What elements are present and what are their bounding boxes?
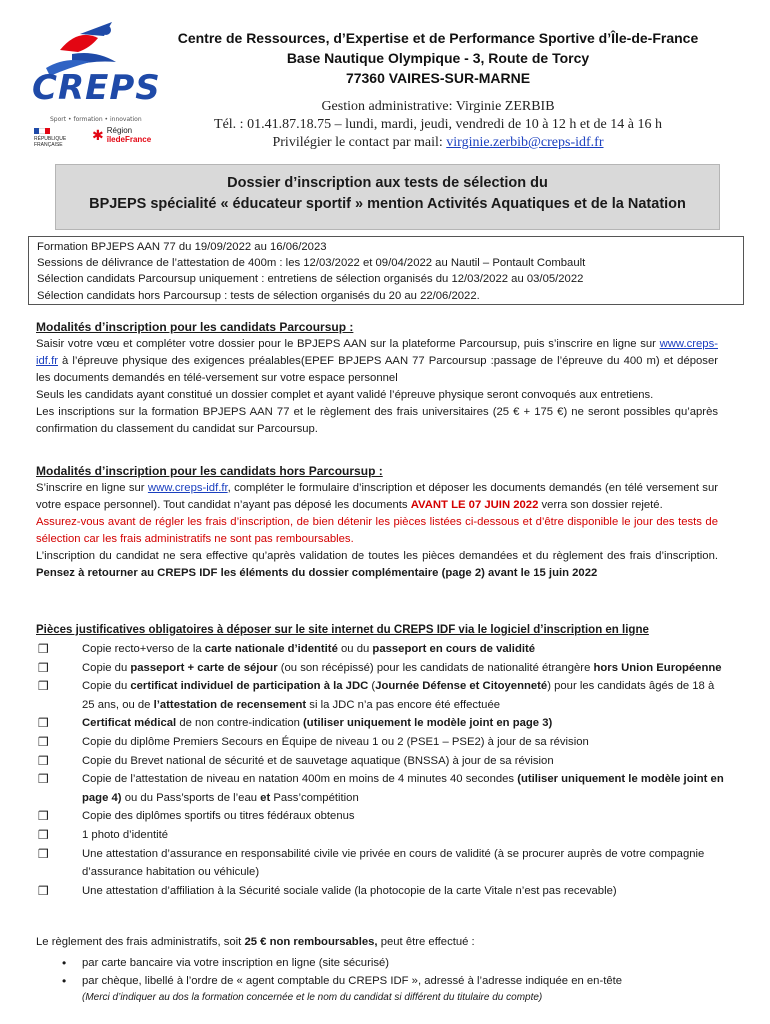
required-document-text: Certificat médical de non contre-indication (utiliser uniquement le modèle joint en page 3) (82, 717, 553, 730)
parcoursup-paragraph-1: Saisir votre vœu et compléter votre dossier pour le BPJEPS AAN sur la plateforme Parcoursup, puis s’inscrire en ligne sur www.creps-idf.fr à l’épreuve physique des exigences préalables(EPEF BPJEPS AAN 77 Parcoursup :passage de l’épreuve du 400 m) et déposer les documents demandés en télé-versement sur votre espace personnel (36, 338, 718, 384)
required-document-text: 1 photo d’identité (82, 828, 169, 841)
checkbox-icon: ❒ (38, 716, 49, 731)
creps-website-link[interactable]: www.creps-idf.fr (36, 338, 718, 367)
required-document-text: Une attestation d’affiliation à la Sécurité sociale valide (la photocopie de la carte Vitale n’est pas recevable) (82, 884, 617, 897)
brand-name: CREPS (32, 68, 161, 108)
required-document-text: Copie du certificat individuel de participation à la JDC (Journée Défense et Citoyenneté) pour les candidats âgés de 18 à 25 ans, ou de l’attestation de recensement si la JDC n’a pas encore été effectuée (82, 680, 715, 711)
document-title-line2: BPJEPS spécialité « éducateur sportif » mention Activités Aquatiques et de la Natation (89, 196, 686, 212)
checkbox-icon: ❒ (38, 772, 49, 787)
bullet-icon: • (62, 973, 67, 988)
republique-francaise-mark: RÉPUBLIQUE FRANÇAISE (34, 128, 74, 148)
admin-email-link[interactable]: virginie.zerbib@creps-idf.fr (446, 135, 604, 150)
required-document-item (36, 733, 726, 752)
parcoursup-paragraph-3: Les inscriptions sur la formation BPJEPS AAN 77 et le règlement des frais universitaires (25 € + 175 €) ne seront possibles qu’après confirmation du classement du candidat sur Parcoursup. (36, 406, 718, 435)
fees-warning: Assurez-vous avant de régler les frais d’inscription, de bien détenir les pièces listées ci-dessous et d’être disponible le jour des tests de sélection car les frais administratifs ne sont pas remboursables. (36, 516, 718, 545)
required-documents-section (36, 622, 726, 900)
required-document-text: Copie de l’attestation de niveau en natation 400m en moins de 4 minutes 40 secondes (utiliser uniquement le modèle joint en page 4) ou du Pass’sports de l’eau et Pass’compétition (82, 773, 724, 804)
checkbox-icon: ❒ (38, 753, 49, 768)
payment-method-cheque: • par chèque, libellé à l’ordre de « agent comptable du CREPS IDF », adressé à l’adresse indiquée en en-tête (36, 973, 726, 991)
hors-parcoursup-paragraph-1: S’inscrire en ligne sur www.creps-idf.fr, compléter le formulaire d’inscription et déposer les documents demandés (en télé versement sur votre espace personnel). Tout candidat n’ayant pas déposé les documents AVANT LE 07 JUIN 2022 verra son dossier rejeté. (36, 482, 718, 511)
hors-parcoursup-heading: Modalités d’inscription pour les candidats hors Parcoursup : (36, 464, 383, 478)
required-document-item (36, 640, 726, 659)
admin-phone: Tél. : 01.41.87.18.75 – lundi, mardi, jeudi, vendredi de 10 à 12 h et de 14 à 16 h (214, 117, 662, 132)
payment-note: (Merci d’indiquer au dos la formation concernée et le nom du candidat si différent du titulaire du compte) (82, 992, 543, 1003)
required-document-item (36, 807, 726, 826)
required-document-item (36, 659, 726, 678)
document-title-line1: Dossier d’inscription aux tests de sélection du (227, 175, 548, 191)
required-document-text: Copie recto+verso de la carte nationale d’identité ou du passeport en cours de validité (82, 643, 536, 655)
org-city: 77360 VAIRES-SUR-MARNE (345, 70, 531, 86)
parcoursup-heading: Modalités d’inscription pour les candidats Parcoursup : (36, 320, 354, 334)
org-name: Centre de Ressources, d’Expertise et de Performance Sportive d’Île-de-France (177, 30, 699, 46)
required-document-item (36, 845, 726, 882)
region-star-icon: ✱ (92, 126, 104, 143)
info-sessions: Sessions de délivrance de l’attestation de 400m : les 12/03/2022 et 09/04/2022 au Nautil – Pontault Combault (37, 257, 586, 270)
info-formation: Formation BPJEPS AAN 77 du 19/09/2022 au 16/06/2023 (37, 241, 327, 253)
checkbox-icon: ❒ (38, 827, 49, 842)
parcoursup-paragraph-2: Seuls les candidats ayant constitué un dossier complet et ayant validé l’épreuve physique seront convoqués aux entretiens. (36, 389, 654, 401)
required-documents-list (36, 640, 726, 900)
checkbox-icon: ❒ (38, 660, 49, 675)
checkbox-icon: ❒ (38, 809, 49, 824)
org-address: Base Nautique Olympique - 3, Route de Torcy (286, 50, 590, 66)
required-document-item (36, 826, 726, 845)
hors-parcoursup-paragraph-3: L’inscription du candidat ne sera effective qu’après validation de toutes les pièces demandées et du règlement des frais d’inscription. Pensez à retourner au CREPS IDF les éléments du dossier complémentaire (page 2) avant le 15 juin 2022 (36, 550, 718, 579)
required-document-text: Copie des diplômes sportifs ou titres fédéraux obtenus (82, 810, 355, 823)
checkbox-icon: ❒ (38, 679, 49, 694)
required-document-item (36, 714, 726, 733)
region-idf-mark: ✱ Région îledeFrance (92, 126, 152, 144)
checkbox-icon: ❒ (38, 734, 49, 749)
required-document-item (36, 752, 726, 771)
payment-methods-list (36, 955, 726, 990)
payment-method-card: • par carte bancaire via votre inscription en ligne (site sécurisé) (36, 955, 726, 973)
required-documents-heading: Pièces justificatives obligatoires à déposer sur le site internet du CREPS IDF via le logiciel d’inscription en ligne (36, 624, 649, 636)
admin-contact (158, 98, 718, 152)
checkbox-icon: ❒ (38, 883, 49, 898)
deadline-text: AVANT LE 07 JUIN 2022 (410, 499, 539, 511)
required-document-text: Une attestation d’assurance en responsabilité civile vie privée en cours de validité (à se procurer auprès de votre compagnie d’assurance habitation ou véhicule) (82, 847, 705, 879)
required-document-text: Copie du Brevet national de sécurité et de sauvetage aquatique (BNSSA) à jour de sa révision (82, 754, 554, 767)
admin-name: Gestion administrative: Virginie ZERBIB (321, 99, 555, 114)
info-parcoursup: Sélection candidats Parcoursup uniquement : entretiens de sélection organisés du 12/03/2022 au 03/05/2022 (37, 273, 584, 286)
creps-logo (20, 10, 170, 150)
bullet-icon: • (62, 956, 67, 970)
payment-section (36, 933, 726, 1006)
required-document-text: Copie du passeport + carte de séjour (ou son récépissé) pour les candidats de nationalité étrangère hors Union Européenne (82, 661, 722, 674)
required-document-text: Copie du diplôme Premiers Secours en Équipe de niveau 1 ou 2 (PSE1 – PSE2) à jour de sa révision (82, 735, 589, 748)
checkbox-icon: ❒ (38, 846, 49, 861)
admin-email-line: Privilégier le contact par mail: virginie.zerbib@creps-idf.fr (272, 135, 604, 150)
info-hors-parcoursup: Sélection candidats hors Parcoursup : tests de sélection organisés du 20 au 22/06/2022. (37, 289, 480, 302)
organization-header (158, 28, 718, 88)
hors-parcoursup-section (36, 462, 718, 582)
creps-website-link-2[interactable]: www.creps-idf.fr (147, 482, 228, 494)
flag-icon (34, 128, 50, 134)
checkbox-icon: ❒ (38, 642, 49, 656)
document-title-box (55, 164, 720, 230)
brand-tagline: Sport • formation • innovation (50, 116, 142, 123)
required-document-item (36, 677, 726, 714)
session-info-box (28, 236, 744, 305)
required-document-item (36, 770, 726, 807)
parcoursup-section (36, 318, 718, 438)
required-document-item (36, 882, 726, 901)
payment-intro: Le règlement des frais administratifs, soit 25 € non remboursables, peut être effectué : (36, 936, 475, 948)
